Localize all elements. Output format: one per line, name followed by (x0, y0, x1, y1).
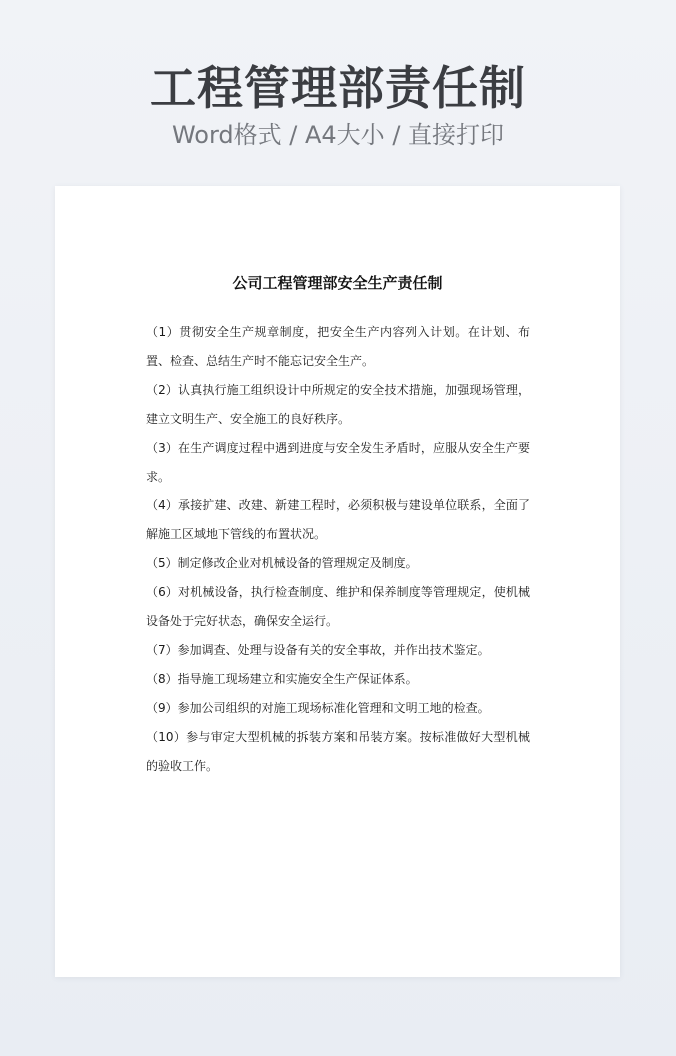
document-item-1: （1）贯彻安全生产规章制度，把安全生产内容列入计划。在计划、布置、检查、总结生产时不能忘记安全生产。 (146, 325, 530, 368)
document-item-4: （4）承接扩建、改建、新建工程时，必须积极与建设单位联系，全面了解施工区域地下管线的布置状况。 (146, 498, 530, 542)
document-item-2: （2）认真执行施工组织设计中所规定的安全技术措施，加强现场管理，建立文明生产、安全施工的良好秩序。 (146, 382, 530, 426)
document-item-7: （7）参加调查、处理与设备有关的安全事故，并作出技术鉴定。 (146, 642, 490, 657)
document-item-5: （5）制定修改企业对机械设备的管理规定及制度。 (146, 556, 418, 571)
document-item-6: （6）对机械设备，执行检查制度、维护和保养制度等管理规定，使机械设备处于完好状态，确保安全运行。 (146, 585, 530, 629)
document-body (146, 318, 530, 781)
document-item-10: （10）参与审定大型机械的拆装方案和吊装方案。按标准做好大型机械的验收工作。 (146, 729, 530, 773)
document-item-3: （3）在生产调度过程中遇到进度与安全发生矛盾时，应服从安全生产要求。 (146, 440, 530, 484)
document-item-9: （9）参加公司组织的对施工现场标准化管理和文明工地的检查。 (146, 700, 490, 715)
document-title: 公司工程管理部安全生产责任制 (232, 274, 443, 292)
banner-subtitle: Word格式 / A4大小 / 直接打印 (171, 121, 505, 149)
document-page (55, 186, 620, 977)
document-item-8: （8）指导施工现场建立和实施安全生产保证体系。 (146, 671, 418, 686)
banner-title: 工程管理部责任制 (150, 61, 526, 115)
